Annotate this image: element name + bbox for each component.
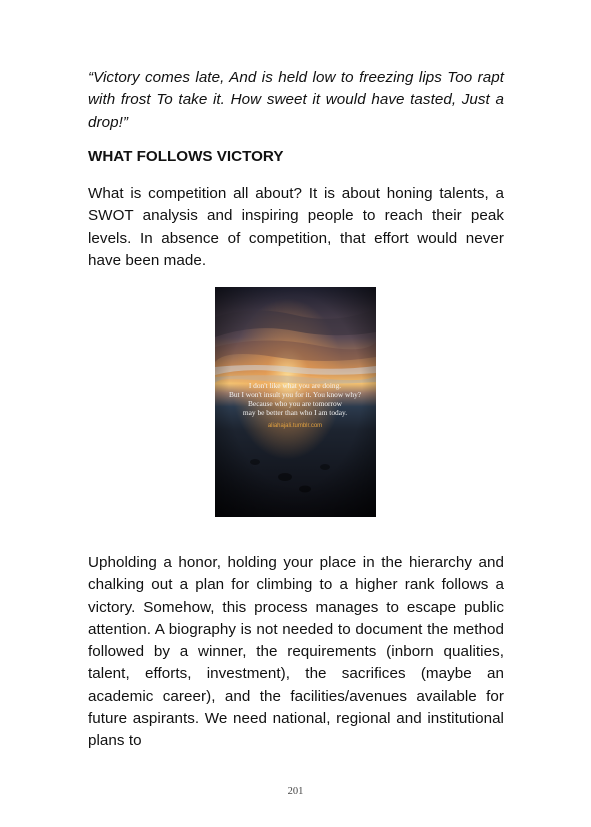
paragraph-after-victory: Upholding a honor, holding your place in the hierarchy and chalking out a plan for climbing to a higher rank follows a victory. Somehow, this process manages to escape public attention. A biography is not needed to document the method followed by a winner, the requirements (inborn qualities, talent, efforts, investment), the sacrifices (maybe an academic career), and the facilities/avenues available for future aspirants. We need national, regional and institutional plans to [88,554,504,750]
poster-line-1: I don't like what you are doing. [248,381,342,390]
section-heading: WHAT FOLLOWS VICTORY [88,148,284,165]
poster-line-2: But I won't insult you for it. You know why? [228,390,362,399]
page-number: 201 [287,786,304,797]
opening-quote: “Victory comes late, And is held low to freezing lips Too rapt with frost To take it. How sweet it would have tasted, Just a drop!” [88,69,504,131]
quote-poster-image [215,287,376,517]
poster-line-4: may be better than who I am today. [242,408,348,417]
paragraph-competition: What is competition all about? It is about honing talents, a SWOT analysis and inspiring people to reach their peak levels. In absence of competition, that effort would never have been made. [88,185,504,269]
poster-url: aliahajali.tumblr.com [267,423,323,429]
poster-line-3: Because who you are tomorrow [248,399,342,408]
